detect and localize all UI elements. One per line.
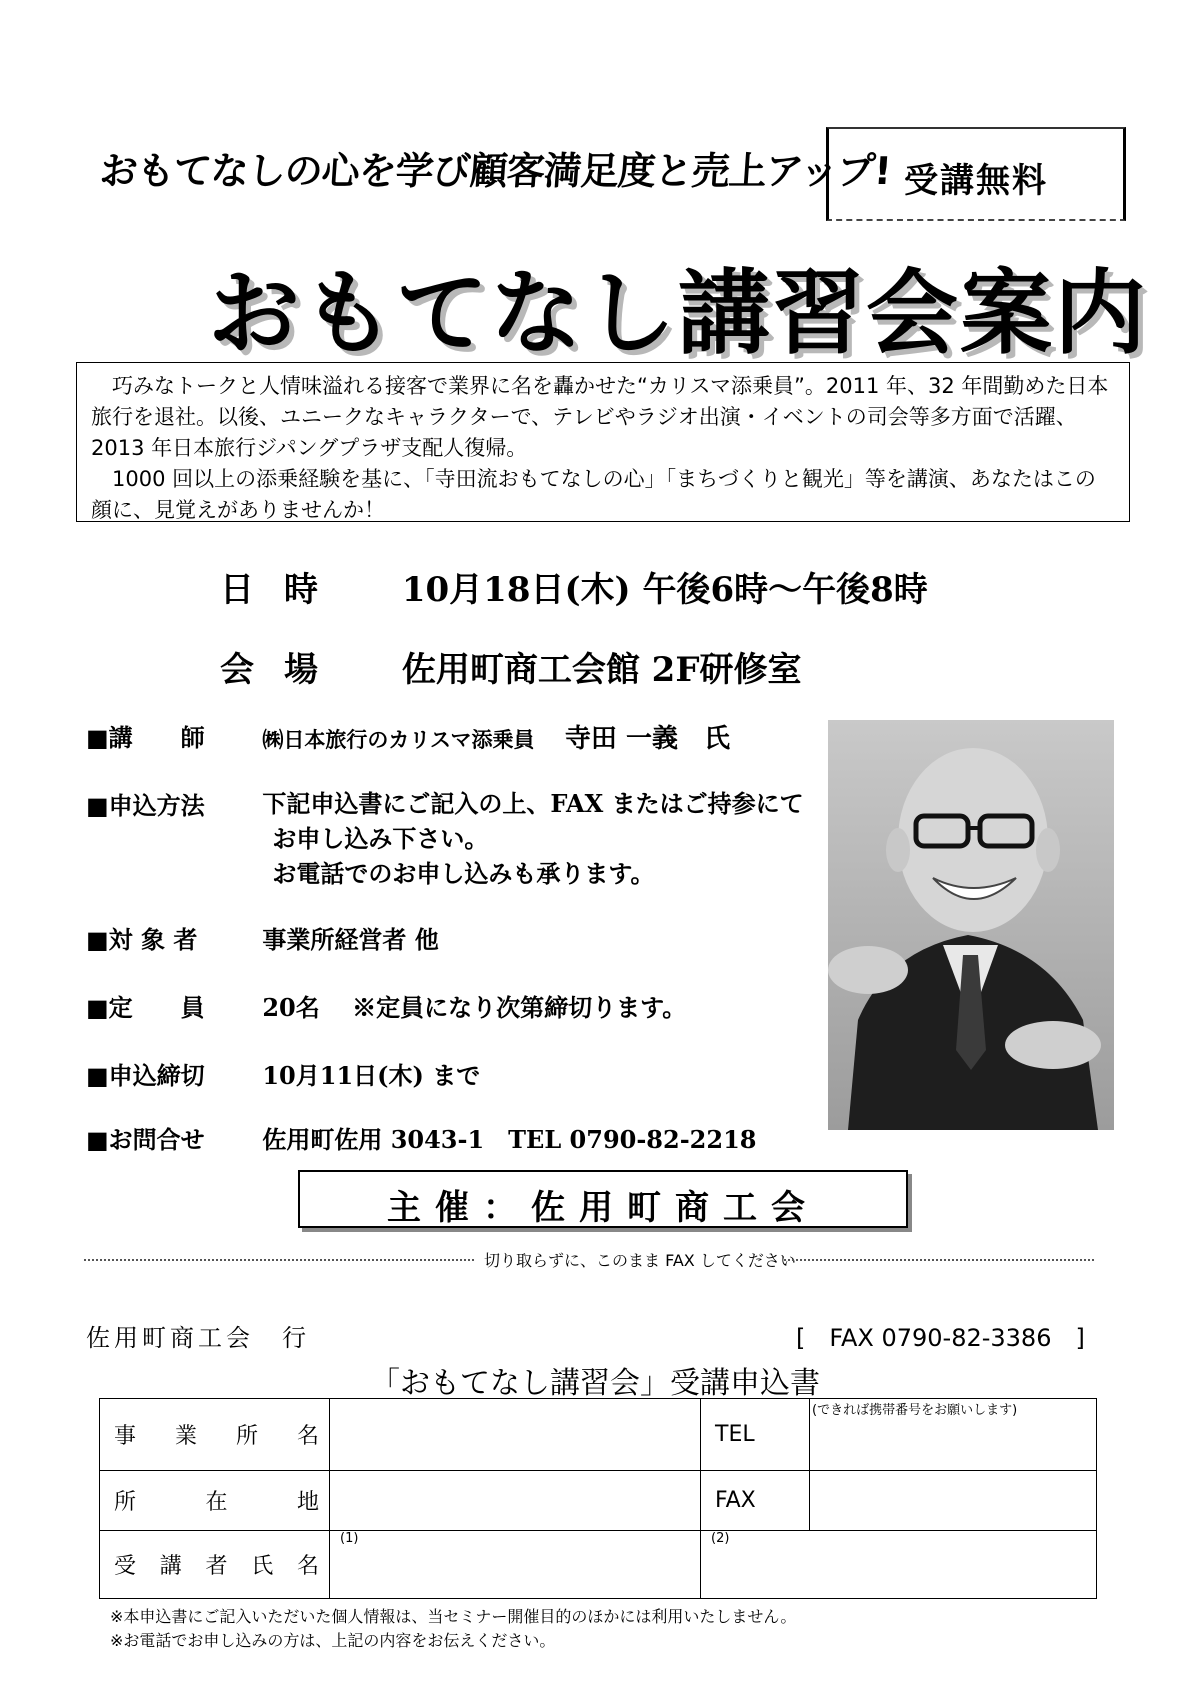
cut-instruction: 切り取らずに、このまま FAX してください — [484, 1251, 796, 1270]
slogan: おもてなしの心を学び顧客満足度と売上アップ! — [98, 149, 892, 193]
deadline-label: ■申込締切 — [86, 1061, 205, 1090]
contact-value: 佐用町佐用 3043-1 TEL 0790-82-2218 — [262, 1125, 757, 1154]
organizer-box — [298, 1170, 908, 1228]
attendee-note-2: (2) — [711, 1531, 730, 1546]
venue-label: 会場 — [220, 650, 348, 690]
method-line-1: 下記申込書にご記入の上、FAX またはご持参にて — [262, 789, 804, 818]
date-line — [220, 562, 928, 611]
lecturer-photo — [828, 720, 1114, 1130]
method-label: ■申込方法 — [86, 791, 205, 820]
free-badge-label: 受講無料 — [904, 161, 1048, 201]
venue-line — [220, 642, 801, 691]
tel-note: (できれば携帯番号をお願いします) — [812, 1403, 1018, 1418]
attendee-field-1[interactable] — [330, 1531, 701, 1599]
location-label: 所在地 — [100, 1471, 330, 1531]
capacity-row — [86, 988, 686, 1023]
lecturer-label: ■講 師 — [86, 723, 205, 752]
form-title: 「おもてなし講習会」受講申込書 — [370, 1366, 820, 1401]
addressee: 佐用町商工会 行 — [86, 1324, 310, 1352]
deadline-value: 10月11日(木) まで — [262, 1061, 481, 1090]
application-form — [99, 1398, 1097, 1599]
capacity-label: ■定 員 — [86, 993, 205, 1022]
deadline-row — [86, 1056, 480, 1091]
organizer-label: 主催：佐用町商工会 — [387, 1188, 819, 1228]
date-value: 10月18日(木) 午後6時〜午後8時 — [401, 570, 928, 610]
cut-line — [84, 1248, 1094, 1270]
footnote-privacy: ※本申込書にご記入いただいた個人情報は、当セミナー開催目的のほかには利用いたしません。 — [110, 1607, 797, 1626]
page-title: おもてなし講習会案内 — [208, 260, 1149, 367]
fax-field[interactable] — [810, 1471, 1097, 1531]
lecturer-org: ㈱日本旅行のカリスマ添乗員 — [262, 727, 535, 752]
intro-box — [76, 362, 1130, 522]
fax-label: FAX — [701, 1471, 810, 1531]
intro-paragraph-1: 巧みなトークと人情味溢れる接客で業界に名を轟かせた“カリスマ添乗員”。2011 年、32 年間勤めた日本旅行を退社。以後、ユニークなキャラクターで、テレビやラジオ出演・イベントの司会等多方面で活躍、2013 年日本旅行ジパングプラザ支配人復帰。 — [91, 374, 1109, 460]
contact-row — [86, 1120, 756, 1155]
application-method-row — [86, 786, 804, 891]
fax-number: [ FAX 0790-82-3386 ] — [796, 1324, 1085, 1352]
contact-label: ■お問合せ — [86, 1125, 205, 1154]
attendee-field-2[interactable] — [701, 1531, 1097, 1599]
method-line-2: お申し込み下さい。 — [272, 824, 489, 853]
business-name-field[interactable] — [330, 1399, 701, 1471]
target-value: 事業所経営者 他 — [262, 925, 439, 954]
venue-value: 佐用町商工会館 2F研修室 — [401, 650, 802, 690]
business-name-label: 事業所名 — [100, 1399, 330, 1471]
location-field[interactable] — [330, 1471, 701, 1531]
attendee-label: 受講者氏名 — [100, 1531, 330, 1599]
capacity-value: 20名 ※定員になり次第締切ります。 — [262, 993, 687, 1022]
attendee-note-1: (1) — [340, 1531, 359, 1546]
method-line-3: お電話でのお申し込みも承ります。 — [272, 859, 655, 888]
free-badge — [826, 127, 1126, 221]
footnote-phone: ※お電話でお申し込みの方は、上記の内容をお伝えください。 — [110, 1631, 556, 1650]
lecturer-row — [86, 718, 730, 755]
target-row — [86, 920, 439, 955]
intro-paragraph-2: 1000 回以上の添乗経験を基に、「寺田流おもてなしの心」「まちづくりと観光」等を講演、あなたはこの顔に、見覚えがありませんか！ — [91, 467, 1096, 522]
date-label: 日時 — [220, 570, 348, 610]
tel-label: TEL — [701, 1399, 810, 1471]
tel-field[interactable] — [810, 1399, 1097, 1471]
lecturer-name: 寺田 一義 氏 — [564, 724, 730, 754]
target-label: ■対 象 者 — [86, 925, 198, 954]
